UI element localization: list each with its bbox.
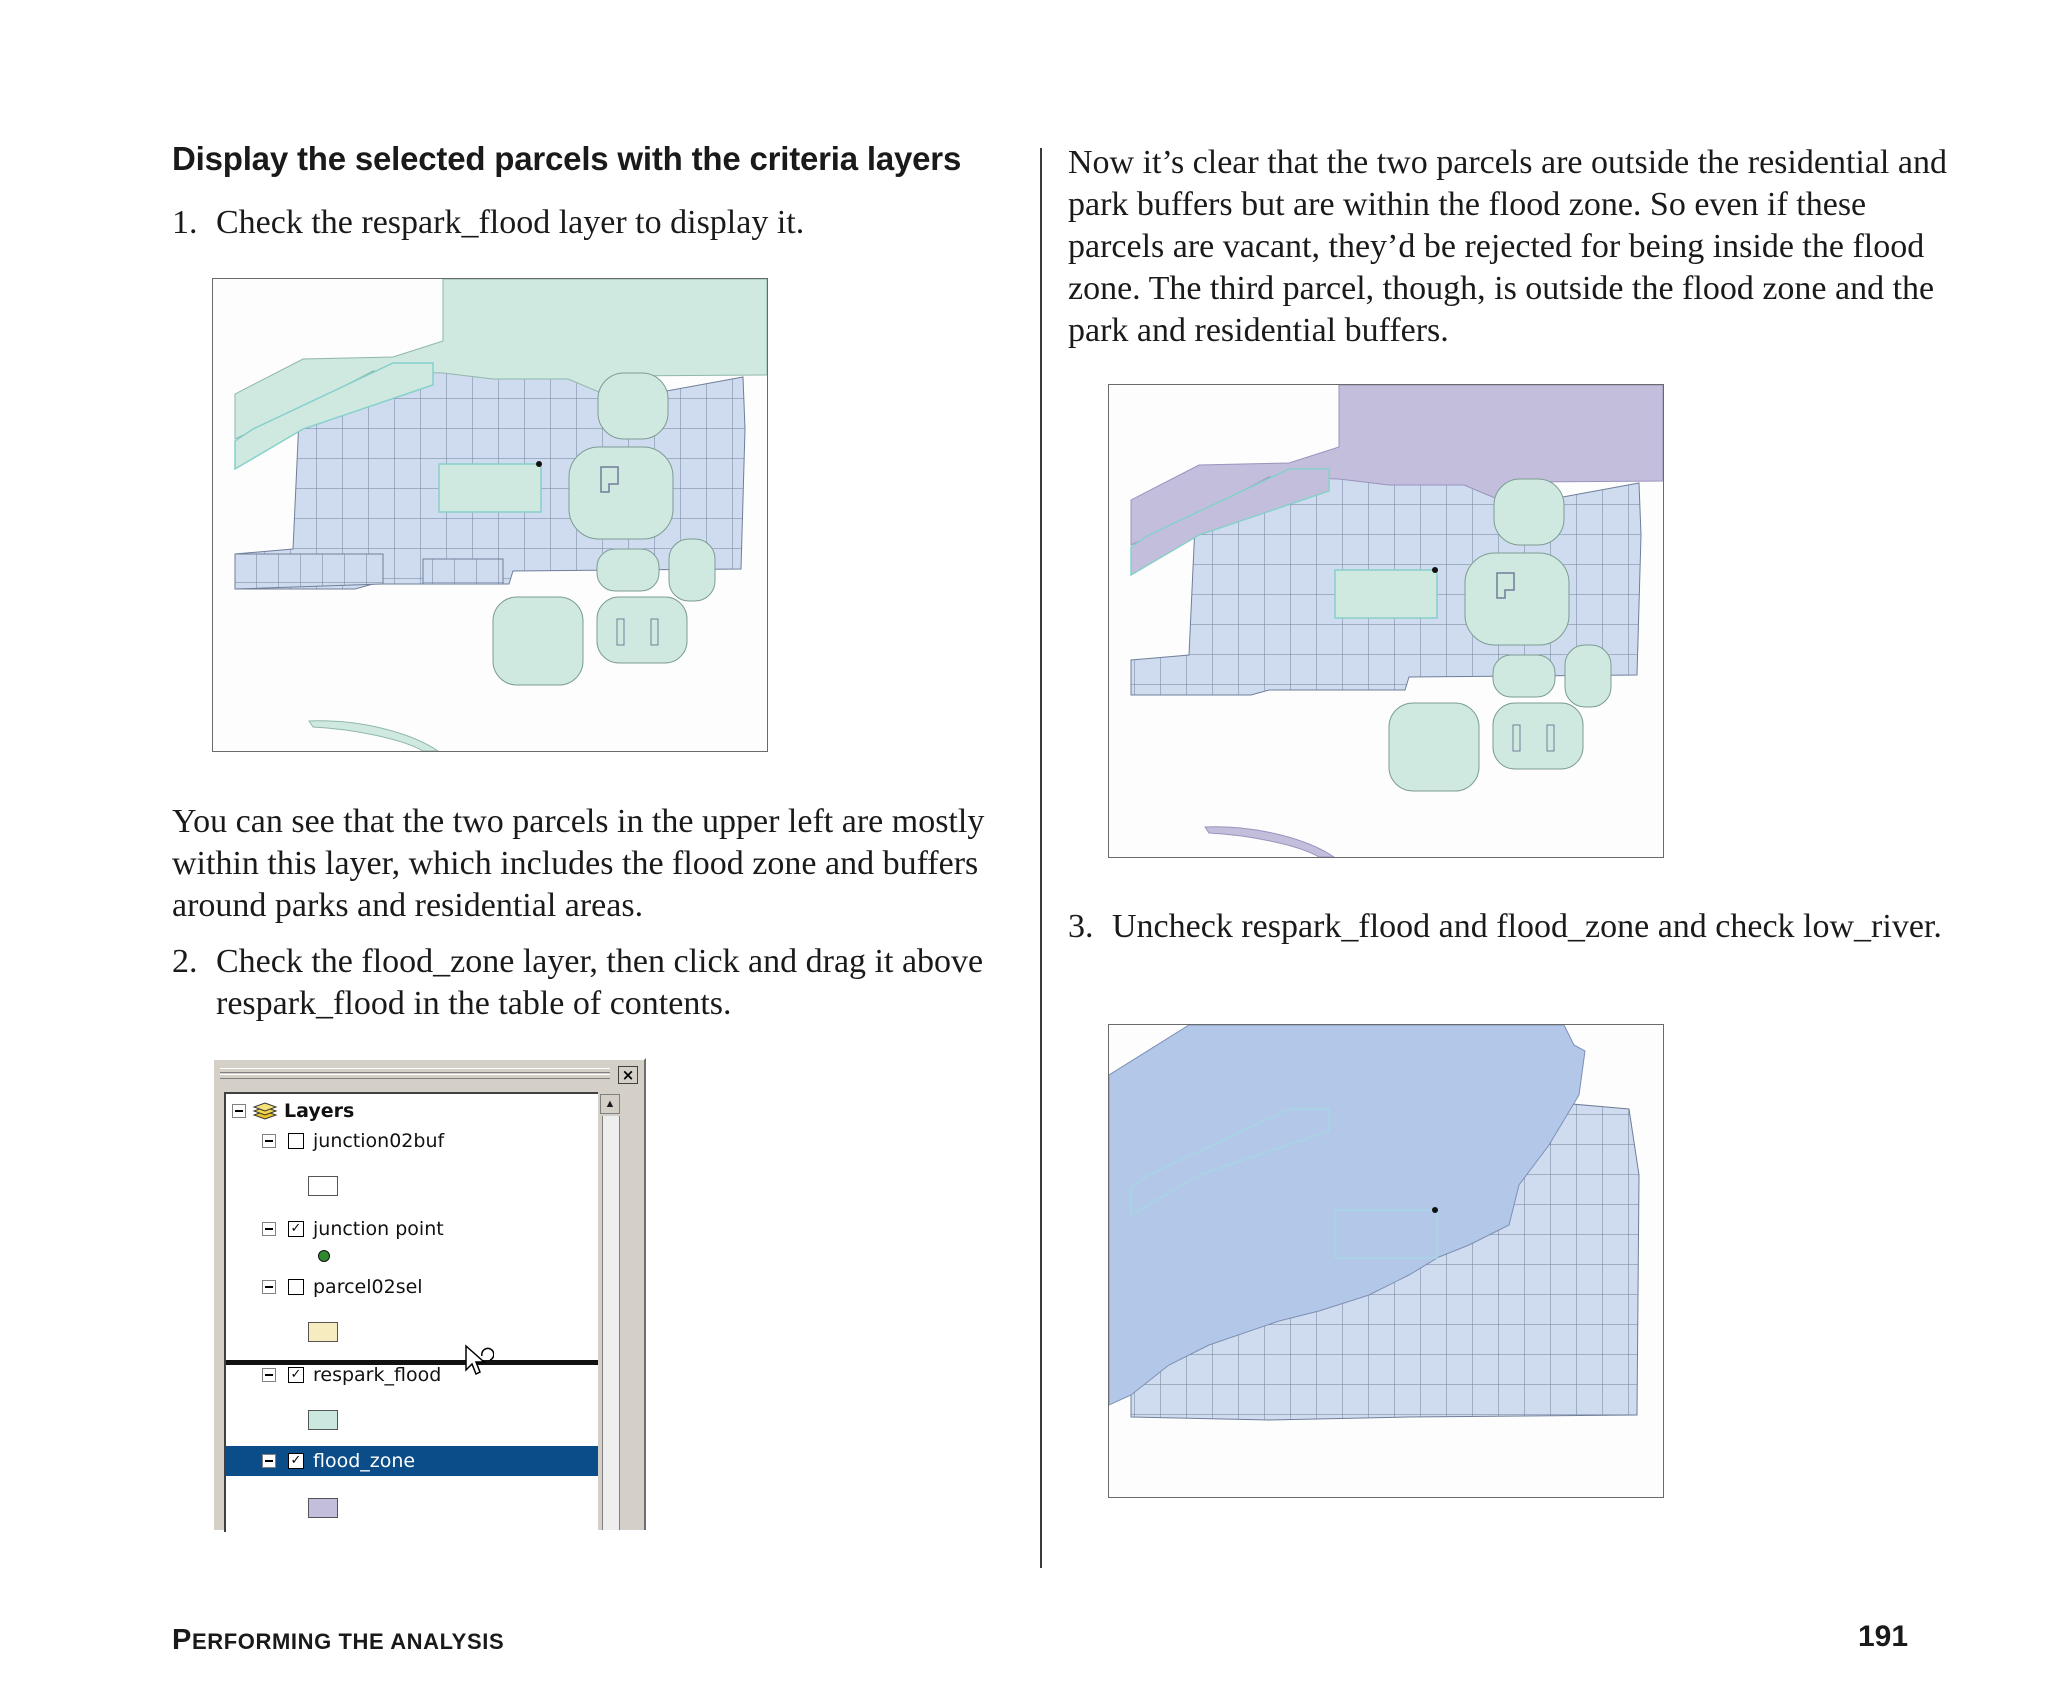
scroll-track[interactable] — [602, 1116, 620, 1530]
legend-swatch-respark-flood — [308, 1410, 338, 1430]
collapse-icon[interactable] — [262, 1454, 276, 1468]
collapse-icon[interactable] — [262, 1134, 276, 1148]
toc-root-row[interactable] — [232, 1098, 354, 1124]
layer-name-flood-zone: flood_zone — [313, 1450, 416, 1472]
map-low-river — [1108, 1024, 1664, 1498]
page-number: 191 — [1858, 1620, 1909, 1653]
step-3-text: Uncheck respark_flood and flood_zone and check low_river. — [1112, 908, 1942, 945]
close-icon[interactable]: × — [618, 1066, 638, 1084]
layers-icon — [252, 1101, 278, 1121]
layer-row-junction02buf[interactable] — [262, 1128, 444, 1154]
scroll-up-icon[interactable]: ▲ — [600, 1094, 620, 1114]
step-2-number: 2. — [172, 943, 198, 980]
layer-name-parcel02sel: parcel02sel — [313, 1276, 423, 1298]
step-3 — [1068, 906, 1948, 948]
layer-row-junction-point[interactable] — [262, 1216, 444, 1242]
layer-row-flood-zone[interactable] — [262, 1448, 415, 1474]
step-3-number: 3. — [1068, 908, 1094, 945]
footer-section-rest: ERFORMING THE ANALYSIS — [191, 1629, 505, 1654]
toc-scrollbar[interactable] — [598, 1092, 622, 1530]
layer-row-parcel02sel[interactable] — [262, 1274, 423, 1300]
collapse-icon[interactable] — [262, 1368, 276, 1382]
paragraph-left: You can see that the two parcels in the upper left are mostly within this layer, which includes the flood zone and buffers around parks and residential areas. — [172, 803, 985, 924]
toc-tree-pane — [224, 1092, 598, 1532]
drag-cursor-icon — [464, 1344, 494, 1378]
layer-checkbox-parcel02sel[interactable] — [288, 1279, 304, 1295]
footer-section-initial: P — [172, 1624, 192, 1656]
toc-grip-line — [220, 1068, 610, 1073]
map-flood-zone-graphic — [1109, 385, 1663, 857]
layer-checkbox-respark-flood[interactable]: ✓ — [288, 1367, 304, 1383]
table-of-contents-window — [212, 1058, 646, 1530]
toc-root-label: Layers — [284, 1100, 355, 1122]
footer-section-title — [172, 1624, 504, 1657]
layer-row-respark-flood[interactable] — [262, 1362, 441, 1388]
column-divider — [1040, 148, 1042, 1568]
step-1-number: 1. — [172, 204, 198, 241]
collapse-icon[interactable] — [232, 1104, 246, 1118]
legend-point-symbol — [318, 1250, 330, 1262]
section-heading: Display the selected parcels with the criteria layers — [172, 140, 962, 177]
collapse-icon[interactable] — [262, 1280, 276, 1294]
step-2 — [172, 941, 1032, 1025]
layer-checkbox-junction02buf[interactable] — [288, 1133, 304, 1149]
toc-grip-line — [220, 1074, 610, 1079]
legend-swatch-parcel02sel — [308, 1322, 338, 1342]
step-2-text: Check the flood_zone layer, then click and drag it above respark_flood in the table of contents. — [216, 943, 984, 1022]
map-respark-flood-graphic — [213, 279, 767, 751]
layer-name-junction-point: junction point — [313, 1218, 444, 1240]
layer-name-respark-flood: respark_flood — [313, 1364, 442, 1386]
legend-swatch-flood-zone — [308, 1498, 338, 1518]
paragraph-right: Now it’s clear that the two parcels are outside the residential and park buffers but are within the flood zone. So even if these parcels are vacant, they’d be rejected for being inside the flood zone. The third parcel, though, is outside the flood zone and the park and residential buffers. — [1068, 144, 1947, 349]
map-flood-zone — [1108, 384, 1664, 858]
toc-titlebar[interactable] — [220, 1066, 638, 1084]
map-low-river-graphic — [1109, 1025, 1663, 1497]
layer-checkbox-flood-zone[interactable]: ✓ — [288, 1453, 304, 1469]
map-respark-flood — [212, 278, 768, 752]
step-1-text: Check the respark_flood layer to display it. — [216, 204, 805, 241]
layer-name-junction02buf: junction02buf — [313, 1130, 445, 1152]
layer-checkbox-junction-point[interactable]: ✓ — [288, 1221, 304, 1237]
collapse-icon[interactable] — [262, 1222, 276, 1236]
step-1 — [172, 202, 1032, 244]
legend-swatch-junction02buf — [308, 1176, 338, 1196]
